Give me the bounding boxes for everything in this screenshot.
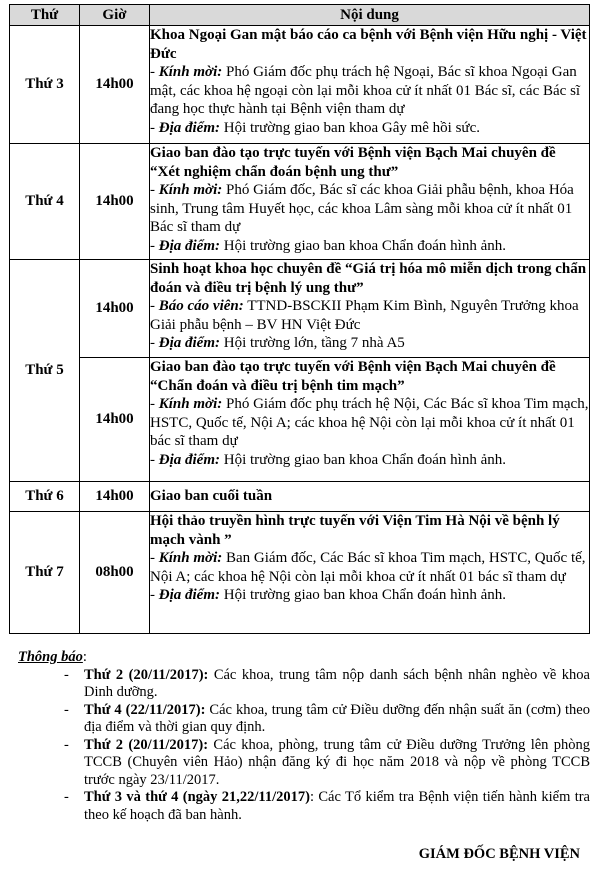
event-line: - Địa điểm: Hội trường giao ban khoa Chẩn đoán hình ảnh. bbox=[150, 587, 507, 603]
schedule-table bbox=[9, 4, 590, 634]
notice-item-text: Các khoa, phòng, trung tâm cử Điều dưỡng Trưởng lên phòng TCCB (Chuyên viên Hảo) nhận đăng ký đi học năm 2018 và nộp về phòng TCCB trước ngày 23/11/2017. bbox=[84, 736, 590, 788]
event-line-text: Hội trường lớn, tầng 7 nhà A5 bbox=[220, 335, 405, 351]
time-cell: 08h00 bbox=[80, 512, 150, 634]
notice-item: - Thứ 2 (20/11/2017): Các khoa, phòng, trung tâm cử Điều dưỡng Trưởng lên phòng TCCB (Chuyên viên Hảo) nhận đăng ký đi học năm 2018 và nộp về phòng TCCB trước ngày 23/11/2017. bbox=[64, 736, 590, 788]
content-cell bbox=[150, 512, 590, 634]
event-line-text: TTND-BSCKII Phạm Kim Bình, Nguyên Trưởng khoa Giải phẫu bệnh – BV HN Việt Đức bbox=[150, 298, 579, 333]
event-line-text: Phó Giám đốc phụ trách hệ Ngoại, Bác sĩ khoa Ngoại Gan mật, các khoa hệ ngoại còn lại mỗi khoa cử ít nhất 01 Bác sĩ, các Bác sĩ đang học thực hành tại Bệnh viện tham dự bbox=[150, 64, 581, 117]
notice-item-date: Thứ 2 (20/11/2017): bbox=[84, 666, 209, 683]
content-cell bbox=[150, 144, 590, 260]
table-row bbox=[10, 358, 590, 482]
event-line-label: Kính mời: bbox=[158, 64, 223, 80]
table-row bbox=[10, 26, 590, 144]
event-line-label: Địa điểm: bbox=[158, 119, 220, 136]
table-header-row bbox=[10, 5, 590, 26]
event-line-text: Hội trường giao ban khoa Chẩn đoán hình ảnh. bbox=[220, 451, 507, 468]
event-line-label: Kính mời: bbox=[158, 550, 223, 566]
event-line-text: Phó Giám đốc phụ trách hệ Nội, Các Bác sĩ khoa Tim mạch, HSTC, Quốc tế, Nội A; các khoa hệ Nội còn lại mỗi khoa cử ít nhất 01 bác sĩ tham dự bbox=[150, 396, 589, 449]
time-cell: 14h00 bbox=[80, 144, 150, 260]
day-cell: Thứ 7 bbox=[10, 512, 80, 634]
table-row bbox=[10, 260, 590, 358]
event-line: - Kính mời: Phó Giám đốc phụ trách hệ Nội, Các Bác sĩ khoa Tim mạch, HSTC, Quốc tế, Nội A; các khoa hệ Nội còn lại mỗi khoa cử ít nhất 01 bác sĩ tham dự bbox=[150, 396, 589, 449]
event-line-text: Hội trường giao ban khoa Gây mê hồi sức. bbox=[220, 119, 480, 136]
event-line-text: Ban Giám đốc, Các Bác sĩ khoa Tim mạch, HSTC, Quốc tế, Nội A; các khoa hệ Nội còn lại mỗi khoa cử ít nhất 01 bác sĩ tham dự bbox=[150, 550, 586, 585]
content-cell bbox=[150, 482, 590, 512]
time-cell: 14h00 bbox=[80, 260, 150, 358]
day-cell: Thứ 6 bbox=[10, 482, 80, 512]
notice-title: Thông báo bbox=[18, 649, 83, 665]
day-cell: Thứ 5 bbox=[10, 260, 80, 482]
event-title: Giao ban cuối tuần bbox=[150, 488, 273, 505]
day-cell: Thứ 4 bbox=[10, 144, 80, 260]
notice-colon: : bbox=[82, 649, 87, 665]
notice-section bbox=[18, 649, 590, 824]
notice-item-text: : Các Tổ kiểm tra Bệnh viện tiến hành kiểm tra theo kế hoạch đã ban hành. bbox=[84, 789, 590, 823]
table-row bbox=[10, 512, 590, 634]
event-line-text: Hội trường giao ban khoa Chẩn đoán hình ảnh. bbox=[220, 587, 507, 603]
notice-item: - Thứ 2 (20/11/2017): Các khoa, trung tâm nộp danh sách bệnh nhân nghèo về khoa Dinh dưỡng. bbox=[64, 666, 590, 700]
event-line-label: Địa điểm: bbox=[158, 587, 220, 603]
header-content: Nội dung bbox=[150, 5, 590, 26]
notice-item-date: Thứ 4 (22/11/2017): bbox=[84, 701, 206, 718]
event-line-label: Địa điểm: bbox=[158, 237, 220, 254]
day-cell: Thứ 3 bbox=[10, 26, 80, 144]
table-row bbox=[10, 144, 590, 260]
notice-item-date: Thứ 2 (20/11/2017): bbox=[84, 736, 209, 753]
event-title: Khoa Ngoại Gan mật báo cáo ca bệnh với Bệnh viện Hữu nghị - Việt Đức bbox=[150, 27, 587, 62]
event-line-label: Kính mời: bbox=[158, 396, 223, 412]
event-line: - Kính mời: Ban Giám đốc, Các Bác sĩ khoa Tim mạch, HSTC, Quốc tế, Nội A; các khoa hệ Nội còn lại mỗi khoa cử ít nhất 01 bác sĩ tham dự bbox=[150, 550, 586, 585]
event-line: - Kính mời: Phó Giám đốc phụ trách hệ Ngoại, Bác sĩ khoa Ngoại Gan mật, các khoa hệ ngoại còn lại mỗi khoa cử ít nhất 01 Bác sĩ, các Bác sĩ đang học thực hành tại Bệnh viện tham dự bbox=[150, 64, 581, 117]
event-title: Giao ban đào tạo trực tuyến với Bệnh viện Bạch Mai chuyên đề “Chẩn đoán và điều trị bệnh tim mạch” bbox=[150, 359, 556, 394]
event-line: - Địa điểm: Hội trường giao ban khoa Gây mê hồi sức. bbox=[150, 119, 480, 136]
content-cell bbox=[150, 358, 590, 482]
header-day: Thứ bbox=[10, 5, 80, 26]
time-cell: 14h00 bbox=[80, 482, 150, 512]
event-line-label: Địa điểm: bbox=[158, 335, 220, 351]
notice-item: - Thứ 4 (22/11/2017): Các khoa, trung tâm cử Điều dưỡng đến nhận suất ăn (cơm) theo địa điểm và thời gian quy định. bbox=[64, 701, 590, 735]
event-title: Hội thảo truyền hình trực tuyến với Viện Tim Hà Nội về bệnh lý mạch vành ” bbox=[150, 513, 560, 548]
event-line-text: Phó Giám đốc, Bác sĩ các khoa Giải phẫu bệnh, khoa Hóa sinh, Trung tâm Huyết học, các khoa Lâm sàng mỗi khoa cử ít nhất 01 Bác sĩ tham dự bbox=[150, 182, 574, 235]
event-line: - Báo cáo viên: TTND-BSCKII Phạm Kim Bình, Nguyên Trưởng khoa Giải phẫu bệnh – BV HN Việt Đức bbox=[150, 298, 579, 333]
notice-heading bbox=[18, 649, 590, 667]
event-title: Sinh hoạt khoa học chuyên đề “Giá trị hóa mô miễn dịch trong chẩn đoán và điều trị bệnh lý ung thư” bbox=[150, 261, 587, 296]
notice-item-date: Thứ 3 và thứ 4 (ngày 21,22/11/2017) bbox=[84, 789, 310, 805]
event-line: - Kính mời: Phó Giám đốc, Bác sĩ các khoa Giải phẫu bệnh, khoa Hóa sinh, Trung tâm Huyết học, các khoa Lâm sàng mỗi khoa cử ít nhất 01 Bác sĩ tham dự bbox=[150, 182, 574, 235]
event-line: - Địa điểm: Hội trường giao ban khoa Chẩn đoán hình ảnh. bbox=[150, 237, 507, 254]
event-line-label: Báo cáo viên: bbox=[158, 298, 244, 314]
event-line-label: Kính mời: bbox=[158, 182, 223, 198]
table-row bbox=[10, 482, 590, 512]
content-cell bbox=[150, 260, 590, 358]
notice-item-text: Các khoa, trung tâm cử Điều dưỡng đến nhận suất ăn (cơm) theo địa điểm và thời gian quy định. bbox=[84, 701, 590, 735]
event-line: - Địa điểm: Hội trường giao ban khoa Chẩn đoán hình ảnh. bbox=[150, 451, 507, 468]
event-line-label: Địa điểm: bbox=[158, 451, 220, 468]
header-time: Giờ bbox=[80, 5, 150, 26]
content-cell bbox=[150, 26, 590, 144]
event-line-text: Hội trường giao ban khoa Chẩn đoán hình ảnh. bbox=[220, 237, 507, 254]
notice-item: - Thứ 3 và thứ 4 (ngày 21,22/11/2017): Các Tổ kiểm tra Bệnh viện tiến hành kiểm tra theo kế hoạch đã ban hành. bbox=[64, 789, 590, 823]
signer: GIÁM ĐỐC BỆNH VIỆN bbox=[418, 846, 580, 862]
time-cell: 14h00 bbox=[80, 358, 150, 482]
event-line: - Địa điểm: Hội trường lớn, tầng 7 nhà A5 bbox=[150, 335, 405, 351]
notice-item-text: Các khoa, trung tâm nộp danh sách bệnh nhân nghèo về khoa Dinh dưỡng. bbox=[84, 666, 590, 700]
time-cell: 14h00 bbox=[80, 26, 150, 144]
event-title: Giao ban đào tạo trực tuyến với Bệnh viện Bạch Mai chuyên đề “Xét nghiệm chẩn đoán bệnh ung thư” bbox=[150, 145, 556, 180]
